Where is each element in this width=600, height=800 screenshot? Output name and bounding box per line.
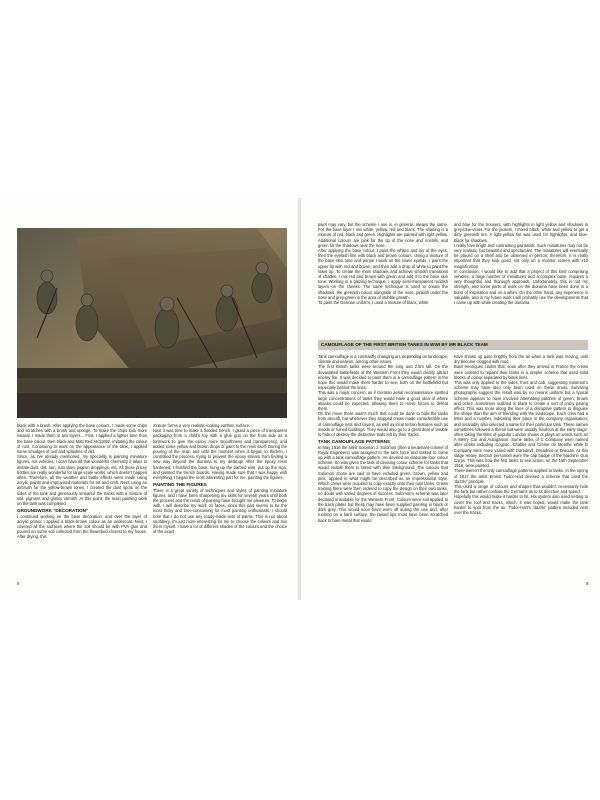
paragraph: Tank camouflage is a constantly changing art, depending on landscape, climate and season, among other issues.: [318, 354, 448, 365]
paragraph: and blue for the trousers, with highlights in light yellow and shadows in grey-blue-violet. For the jackets, I mixed black, white and yellow to get a dirty greenish tint. A light-yellow tint was used for highlights, and blue-black for shadows.: [454, 222, 588, 243]
section-heading: TANK CAMOUFLAGE PATTERNS: [318, 438, 390, 444]
paragraph: After applying the base colour, I paint the whites and iris of the eyes, then the eyelash line with black and brown colours. Using a mixture of the base skin tone and purple I work on the lower eyelids. I paint the upper lip with red and brown, and then add a drop of white to paint the lower lip. To create the main shadows and achieve smooth transitions of shades, I mix red and brown with green and add it to the base skin tone. Working in a glazing technique, I apply semi-transparent reddish layers on the cheeks. The same technique is used to create the shadows, the greenish colour alongside of the nose, pinkish under the nose and grey-green in the area of stubble growth.: [318, 248, 448, 300]
diorama-illustration: [17, 228, 287, 418]
paragraph: have shown up quite brightly from the air when a tank was moving, until dry become clogged with mud.: [454, 354, 588, 365]
section-heading: GROUNDWORK "DECORATION": [17, 507, 89, 513]
paragraph: In conclusion, I would like to add that a project of this kind comprising vehicles, a large number of miniatures and a complex base, requires a very thoughtful and thorough approach. Unfortunately, this is not my strength, and some parts of work on the diorama have been done in a burst of inspiration and on a whim. On the other hand, any experience is valuable, and in my future work I will probably use the developments that I came up with while creating the diorama.: [454, 268, 588, 306]
paragraph: This used a range of colours and shapes that wouldn't necessarily hide the tank but rather confuse the Germans as to its direction and speed.: [454, 484, 588, 495]
paragraph: Next it was time to make a flooded trench. I glued a piece of transparent packaging from a child's toy with a glue gun on the front side as a formwork to give the epoxy more smoothness and transparency, and added some yellow and brown drops of paint to the resin itself. During the pouring of the resin and until the moment when it began to thicken, I controlled the process, trying to prevent the epoxy stream from finding a new way beyond the diorama to my desktop! After the epoxy resin hardened, I finished the base, hung up the barbed wire, put up the sign, and painted the trench boards. Having made sure that I was happy with everything, I began the most interesting part for me, painting the figures.: [153, 428, 287, 481]
paragraph: There is a great variety of techniques and styles of painting miniature figures, and I have been sharpening my skills for several years until both the process and the result of painting have brought me pleasure. To begin with, I will describe my work on faces, since this part seems to be the most tricky and time-consuming for most painting enthusiasts. I should note that I do not use any ready-made sets of paints. This is not about snobbery, it's just more interesting for me to choose the colours and mix them myself. I have a lot of different shades of the colours and the choice of the exact: [153, 487, 287, 535]
paragraph: The first British tanks were around 8m long and 2.5m tall. On the devastated battlefields of the Western Front they would clearly attract enemy fire. It was decided to paint them in a camouflage pattern in the hope this would make them harder to see, both on the battlefield but especially behind the lines.: [318, 364, 448, 391]
left-column-1: [17, 423, 147, 540]
right-bottom-column-2: [454, 354, 588, 515]
paragraph: On the move there wasn't much that could be done to hide the tanks from aircraft, but whenever they stopped crews made considerable use of camouflage nets and covers, as well as local terrain features such as woods or ruined buildings. They would also go to a great deal of trouble to hide or destroy the distinctive trails left by their tracks.: [318, 411, 448, 438]
section-heading: PAINTING THE FIGURES: [153, 481, 207, 487]
paragraph: Hopefully this would make it harder to hit. His system also used netting to cover the roof and tracks, which, it was hoped, would make the tank harder to spot from the air. Tudor-Hart's 'dazzle' pattern included nets over the tracks.: [454, 494, 588, 516]
right-top-column-1: [318, 222, 448, 305]
paragraph: Basil Henriques claims that, soon after they arrived in France the crews were ordered to repaint their tanks in a simpler scheme that used solid blocks of colour separated by black lines.: [454, 364, 588, 380]
page-gutter: [298, 198, 301, 600]
paragraph: paint may vary, but the scheme I use is, in general, always the same. For the base layer I mix white, yellow, red and black. The shading is a mixture of red, black and green. Highlights are painted with light yellow. Additional colours are pink for the tip of the nose and nostrils, and green for the shadows near the nose.: [318, 222, 448, 248]
left-page: [0, 198, 298, 600]
paragraph: I really love bright and contrasting paintwork. Such miniatures may not be very realistic, but beautiful and spectacular. The miniatures will eventually be placed on a shelf and be observed in person; therefore, it is really important that they look good, not only on a monitor screen with x10 magnification.: [454, 242, 588, 269]
paragraph: There weren't the only camouflage patterns applied to tanks. In the spring of 1917 the artist Ernest Tudor-Hart devised a scheme that used the 'dazzle' principle.: [454, 468, 588, 484]
page-number: 9: [586, 581, 589, 586]
paragraph: In May 1916 the artist Solomon J. Solomon (then a lieutenant-colonel of Royal Engineers) was assigned to the tank force and tasked to come up with a tank camouflage pattern. He devised an elaborate four colour scheme. So was given the task of devising colour scheme for tanks that would enable them to blend with their background. The colours that Solomon chose are said to have included green, brown, yellow and pink, applied in what might be described as an impressionist style. Which crews were required to copy exactly onto their own tanks. Crews training there were then ordered to copy the design on their own tanks, no doubt with varied degrees of success. Solomon's scheme was later declared unsuitable for the Western Front. Colours were soil applied to the track plates but these may have been supplied painting in black or dark grey. This would soon have worn off during the use and, after running on a hard surface, the raised lips must have been scratched back to bare metal that would: [318, 444, 448, 523]
left-column-2: [153, 423, 287, 534]
paragraph: I continued working on the base decoration, and over the layer of acrylic primer I applied a black-brown colour as an undercoat. Next, I covered all the surfaces where the soil should be with PVA glue and poured on some soil collected from the flowerbed closest to my house. After drying, this: [17, 513, 147, 540]
page-number: 8: [17, 581, 20, 586]
paragraph: This was a major concern, as if German aerial reconnaissance spotted large concentrations of tanks they would have a good idea of where attacks could be expected, allowing them to move forces to defeat them.: [318, 390, 448, 412]
paragraph: Since, as I've already mentioned, my speciality is painting miniature figures, not vehicles, I don't have all that wonderful chemistry it takes to imitate dust, dirt, rain, rust stain, pigeon droppings, etc. All those pricey bottles are really wonderful for large-scale works, which doesn't happen often. Therefore, all the weather and battle effects were made using acrylic paints and improvised materials for art and craft. Next, using an airbrush for the yellow-brown tones, I created the dust spots on the sides of the tank and generously smeared the tracks with a mixture of soil, pigment and glossy varnish. At this point, the main painting work on the tank was completed.: [17, 454, 147, 507]
section-banner: CAMOUFLAGE OF THE FIRST BRITISH TANKS IN WWI BY MR BLACK TEAM: [318, 340, 588, 350]
right-page: [301, 198, 600, 600]
paragraph: This was only applied to the sides, front and cab, suggesting Solomon's scheme may have also only been used on these areas. Surviving photographs suggest the result was by no means uniform but a typical scheme appears to have involved alternating patches of green, brown and ochre, sometimes outlined in black to create a sort of crazy paving effect. This was more along the lines of a disruptive pattern to disguise the shape than the aim of blending with the landscape. Each crew had a letter and a number, indicating their place in the company organisation, and invariably also selected a name for their particular tank. These names sometimes followed a theme but were usually frivolous at the early stage; often taking the titles of popular London shows or plays on words such as A Merry Car and Autogaston. Some tanks of C Company were named after drinks including Cognac, Chablis and Crème de Menthe while D Company were more varied with Daredevil, Dreadnot or Dracula. At this stage Heavy Section personnel wore the cap badge of the Machine Gun Corps. This was how the first tanks to see action, on the 15th September 1916, were painted.: [454, 380, 588, 469]
diorama-photo: [17, 228, 287, 418]
right-top-column-2: [454, 222, 588, 305]
paragraph: black with a brush. After applying the base colours, I made some chips and scratches with a brush and sponge. To make the chips look more natural, I made them in two layers... First, I applied a lighter tone than the base colour, then black and Matt Red AK11092, imitating the colour of rust. Continuing to work on the appearance of the tank, I applied some smudges of rust and splashes of dirt.: [17, 423, 147, 455]
right-bottom-column-1: [318, 354, 448, 523]
paragraph: mixture forms a very realistic-looking earthen surface.: [153, 423, 251, 428]
paragraph: To paint the German uniform, I used a mixture of black, white: [318, 300, 429, 306]
